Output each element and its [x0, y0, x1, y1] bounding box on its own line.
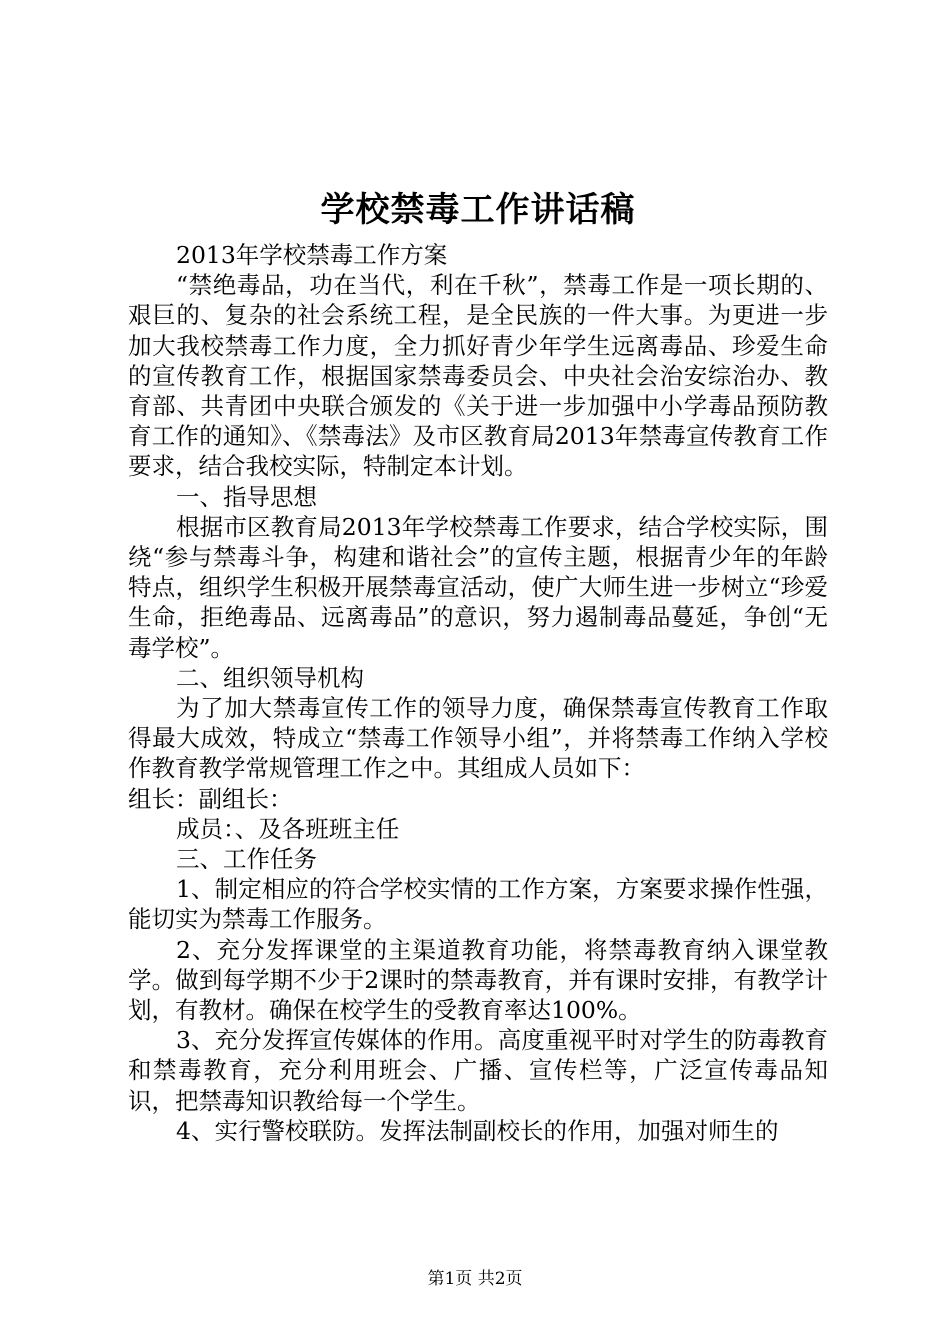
document-body [128, 240, 828, 1146]
heading-organization: 二、组织领导机构 [176, 663, 364, 692]
paragraph-members: 成员：、及各班班主任 [176, 814, 400, 843]
document-page [128, 180, 828, 1146]
paragraph-guiding-ideology: 根据市区教育局2013年学校禁毒工作要求，结合学校实际，围绕“参与禁毒斗争，构建和谐社会”的宣传主题，根据青少年的年龄特点，组织学生积极开展禁毒宣活动，使广大师生进一步树立“珍爱生命，拒绝毒品、远离毒品”的意识，努力遏制毒品蔓延，争创“无毒学校”。 [128, 512, 828, 662]
heading-tasks: 三、工作任务 [176, 845, 317, 874]
paragraph-plan-title: 2013年学校禁毒工作方案 [176, 241, 448, 269]
paragraph-organization: 为了加大禁毒宣传工作的领导力度，确保禁毒宣传教育工作取得最大成效，特成立“禁毒工作领导小组”，并将禁毒工作纳入学校作教育教学常规管理工作之中。其组成人员如下： [128, 694, 828, 783]
heading-guiding-ideology: 一、指导思想 [176, 482, 317, 511]
list-item-task-2: 2、充分发挥课堂的主渠道教育功能，将禁毒教育纳入课堂教学。做到每学期不少于2课时的禁毒教育，并有课时安排，有教学计划，有教材。确保在校学生的受教育率达100%。 [128, 935, 828, 1025]
document-title: 学校禁毒工作讲话稿 [320, 190, 636, 230]
list-item-task-1: 1、制定相应的符合学校实情的工作方案，方案要求操作性强，能切实为禁毒工作服务。 [128, 875, 828, 934]
paragraph-leaders: 组长：副组长： [128, 784, 293, 813]
paragraph-intro: “禁绝毒品，功在当代，利在千秋”，禁毒工作是一项长期的、艰巨的、复杂的社会系统工程，是全民族的一件大事。为更进一步加大我校禁毒工作力度，全力抓好青少年学生远离毒品、珍爱生命的宣传教育工作，根据国家禁毒委员会、中央社会治安综治办、教育部、共青团中央联合颁发的《关于进一步加强中小学毒品预防教育工作的通知》、《禁毒法》及市区教育局2013年禁毒宣传教育工作要求，结合我校实际，特制定本计划。 [128, 271, 828, 481]
list-item-task-4: 4、实行警校联防。发挥法制副校长的作用，加强对师生的 [176, 1116, 779, 1145]
page-number-footer: 第1页 共2页 [427, 1269, 523, 1289]
list-item-task-3: 3、充分发挥宣传媒体的作用。高度重视平时对学生的防毒教育和禁毒教育，充分利用班会、广播、宣传栏等，广泛宣传毒品知识，把禁毒知识教给每一个学生。 [128, 1026, 828, 1115]
